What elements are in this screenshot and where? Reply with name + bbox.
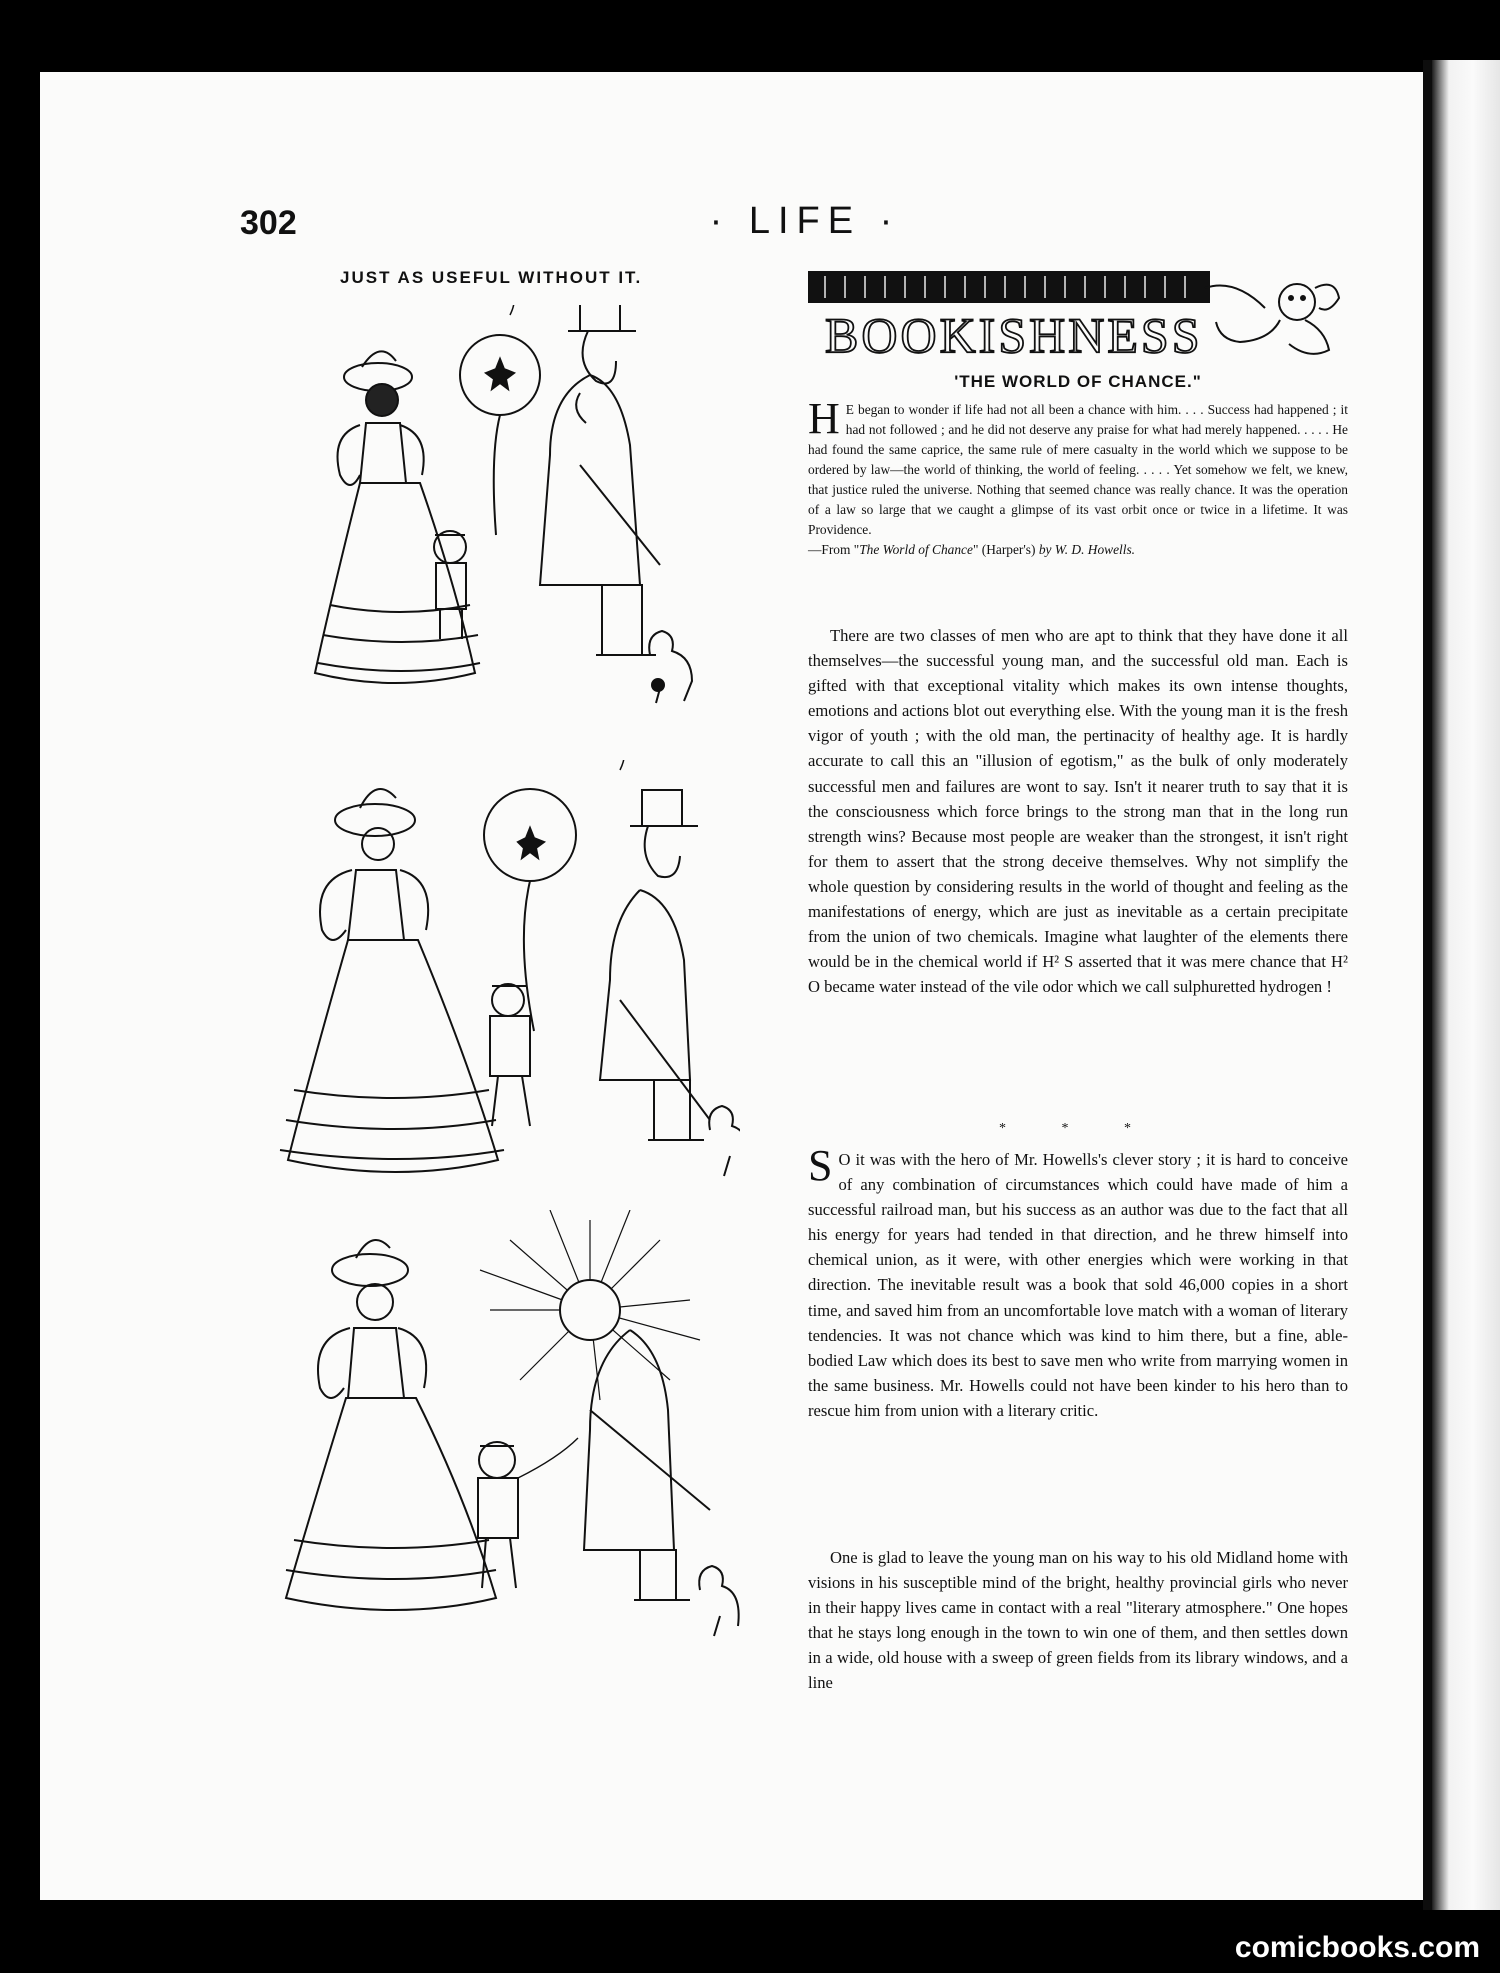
next-page-edge	[1432, 60, 1500, 1910]
cartoon-title: JUST AS USEFUL WITHOUT IT.	[340, 268, 643, 287]
masthead: · LIFE ·	[709, 200, 901, 242]
article-paragraph-2	[808, 1141, 1348, 1423]
bookishness-header-art	[805, 268, 1345, 368]
cartoon-panel-2	[260, 760, 740, 1200]
paragraph-dropcap: S	[808, 1141, 833, 1190]
section-title: 'THE WORLD OF CHANCE."	[954, 372, 1202, 391]
cite-middle: " (Harper's)	[972, 542, 1039, 557]
cite-author: by W. D. Howells.	[1038, 542, 1136, 557]
epigraph-dropcap: H	[808, 394, 840, 443]
article-paragraph-3: One is glad to leave the young man on his way to his old Midland home with visions in his susceptible mind of the bright, healthy provincial girls who never in their happy lives came in contact with a real "literary atmosphere." One hopes that he stays long enough in the town to win one of them, and then settles down in a wide, old house with a sweep of green fields from its library windows, and a line	[808, 1548, 1348, 1693]
page-number: 302	[240, 204, 297, 242]
epigraph-quote	[808, 394, 1348, 560]
watermark: comicbooks.com	[1234, 1931, 1480, 1964]
cite-prefix: —From "	[808, 542, 860, 557]
paragraph-2-text: O it was with the hero of Mr. Howells's clever story ; it is hard to conceive of any combination of circumstances which could have made of him a successful railroad man, but his success as an author was due to the fact that all his energy for years had tended in that direction, and he threw himself into chemical union, as it were, with other energies which were working in that direction. The inevitable result was a book that sold 46,000 copies in a short time, and saved him from an uncomfortable love match with a woman of literary tendencies. It was not chance which was kind to him there, but a fine, able-bodied Law which does its best to save men who write from marrying women in the same business. Mr. Howells could not have been kinder to his hero than to rescue him from union with a literary critic.	[808, 1150, 1348, 1420]
cartoon-panel-3	[260, 1210, 770, 1650]
cite-title: The World of Chance	[859, 542, 973, 557]
svg-text:BOOKISHNESS: BOOKISHNESS	[825, 307, 1203, 363]
epigraph-citation	[808, 540, 1348, 560]
cartoon-panel-1	[290, 305, 740, 755]
article-paragraph-1: There are two classes of men who are apt to think that they have done it all themselves—the successful young man, and the successful old man. Each is gifted with that exceptional vitality which makes its own intense thoughts, emotions and actions blot out everything else. With the young man it is the fresh vigor of youth ; with the old man, the pertinacity of healthy age. It is hardly accurate to call this an "illusion of egotism," as the bulk of only moderately successful men and failures are wont to say. Isn't it nearer truth to say that it is the consciousness which force brings to the strong man that in the long run strength wins? Because most people are weaker than the strongest, it isn't right for them to assert that the strong deceive themselves. Why not simplify the whole question by considering results in the world of thought and feeling as the manifestations of energy, which are just as inevitable as a certain precipitate from the union of two chemicals. Imagine what laughter of the elements there would be in the chemical world if H² S asserted that it was mere chance that H² O became water instead of the vile odor which we call sulphuretted hydrogen !	[808, 626, 1348, 997]
epigraph-text: E began to wonder if life had not all been a chance with him. . . . Success had happened ; it had not followed ; and he did not deserve any praise for what had merely happened. . . . . He had found the same caprice, the same rule of mere casualty in the world which we suppose to be ordered by law—the world of thinking, the world of feeling. . . . . Yet somehow we felt, we knew, that justice ruled the universe. Nothing that seemed chance was really chance. It was the operation of a law so large that we caught a glimpse of its vast orbit once or twice in a lifetime. It was Providence.	[808, 402, 1348, 537]
section-separator: * * *	[999, 1121, 1157, 1136]
